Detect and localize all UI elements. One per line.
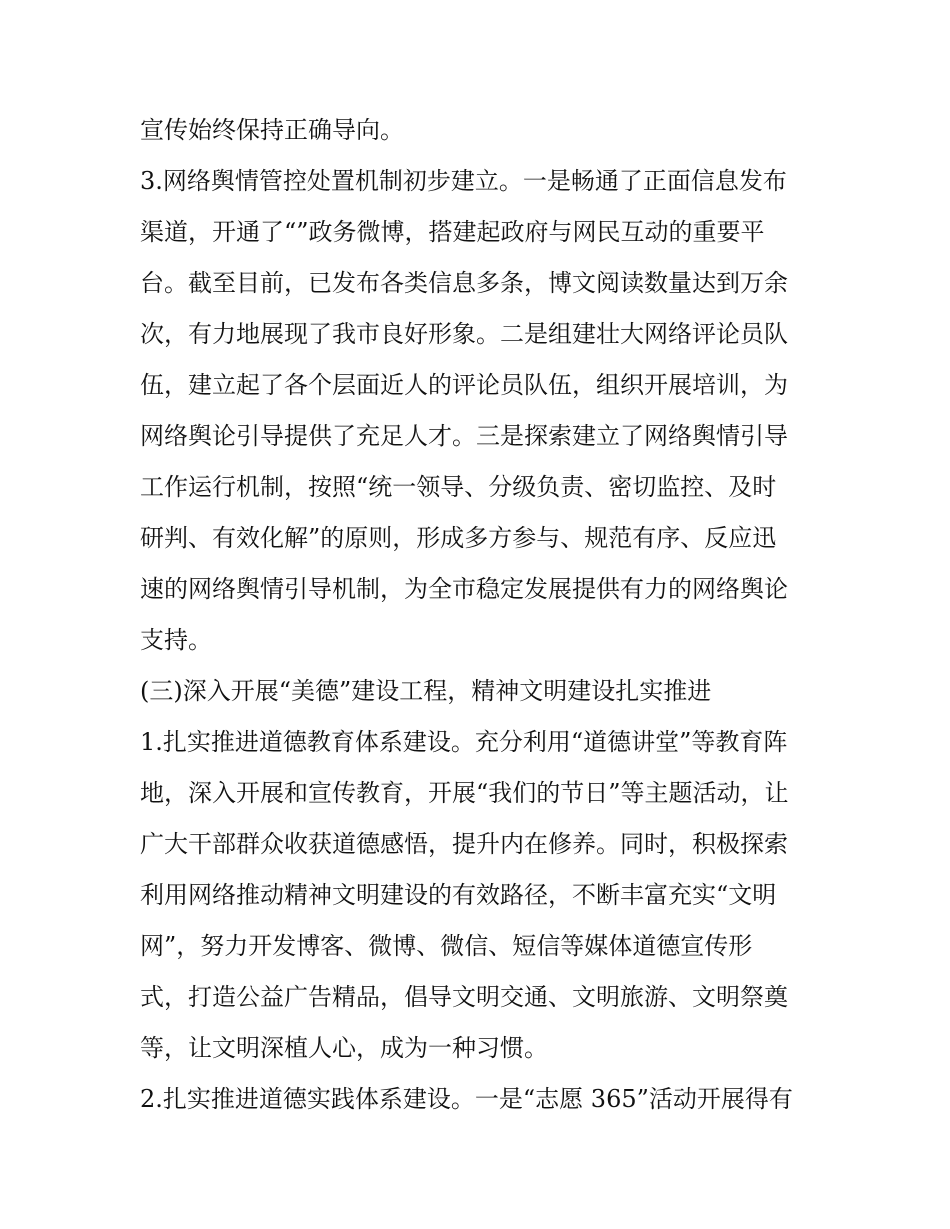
text-line: 2.扎实推进道德实践体系建设。一是“志愿 365”活动开展得有 xyxy=(140,1085,793,1113)
text-line: 工作运行机制，按照“统一领导、分级负责、密切监控、及时 xyxy=(140,473,777,501)
section-heading: (三)深入开展“美德”建设工程，精神文明建设扎实推进 xyxy=(140,677,712,705)
text-line: 利用网络推动精神文明建设的有效路径，不断丰富充实“文明 xyxy=(140,881,777,909)
text-line: 网”，努力开发博客、微博、微信、短信等媒体道德宣传形 xyxy=(140,932,753,960)
text-line: 网络舆论引导提供了充足人才。三是探索建立了网络舆情引导 xyxy=(140,422,788,450)
text-line: 次，有力地展现了我市良好形象。二是组建壮大网络评论员队 xyxy=(140,320,788,348)
text-line: 支持。 xyxy=(140,626,212,654)
text-line: 研判、有效化解”的原则，形成多方参与、规范有序、反应迅 xyxy=(140,524,777,552)
text-line: 地，深入开展和宣传教育，开展“我们的节日”等主题活动，让 xyxy=(140,779,789,807)
text-line: 渠道，开通了“”政务微博，搭建起政府与网民互动的重要平 xyxy=(140,218,765,246)
text-line: 1.扎实推进道德教育体系建设。充分利用“道德讲堂”等教育阵 xyxy=(140,728,788,756)
text-line: 式，打造公益广告精品，倡导文明交通、文明旅游、文明祭奠 xyxy=(140,983,788,1011)
text-line: 宣传始终保持正确导向。 xyxy=(140,116,404,144)
text-line: 3.网络舆情管控处置机制初步建立。一是畅通了正面信息发布 xyxy=(140,167,787,195)
text-line: 台。截至目前，已发布各类信息多条，博文阅读数量达到万余 xyxy=(140,269,788,297)
text-line: 广大干部群众收获道德感悟，提升内在修养。同时，积极探索 xyxy=(140,830,788,858)
text-line: 等，让文明深植人心，成为一种习惯。 xyxy=(140,1034,548,1062)
document-body xyxy=(140,105,820,1125)
text-line: 伍，建立起了各个层面近人的评论员队伍，组织开展培训，为 xyxy=(140,371,788,399)
text-line: 速的网络舆情引导机制，为全市稳定发展提供有力的网络舆论 xyxy=(140,575,788,603)
